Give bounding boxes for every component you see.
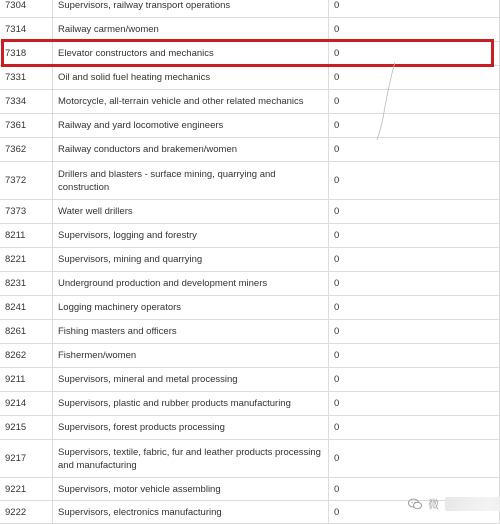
- table-row: [0, 272, 500, 296]
- watermark-blur: [445, 497, 500, 511]
- occupation-code: 9215: [0, 416, 53, 440]
- wechat-icon: [408, 498, 422, 510]
- occupation-title: Supervisors, plastic and rubber products manufacturing: [53, 392, 329, 416]
- occupation-value: 0: [329, 296, 500, 320]
- occupation-code: 8221: [0, 248, 53, 272]
- occupation-title: Supervisors, railway transport operations: [53, 0, 329, 18]
- occupation-value: 0: [329, 66, 500, 90]
- occupation-value: 0: [329, 90, 500, 114]
- occupation-value: 0: [329, 501, 500, 524]
- occupation-code: 9211: [0, 368, 53, 392]
- occupation-code: 7362: [0, 138, 53, 162]
- table-row: [0, 368, 500, 392]
- occupation-title: Supervisors, forest products processing: [53, 416, 329, 440]
- table-row: [0, 320, 500, 344]
- occupation-code: 9214: [0, 392, 53, 416]
- occupation-title: Fishing masters and officers: [53, 320, 329, 344]
- occupation-title: Railway carmen/women: [53, 18, 329, 42]
- occupation-code: 8262: [0, 344, 53, 368]
- watermark: [408, 496, 500, 512]
- occupation-code: 7361: [0, 114, 53, 138]
- occupation-value: 0: [329, 224, 500, 248]
- occupation-code: 8261: [0, 320, 53, 344]
- table-row: [0, 224, 500, 248]
- occupation-title: Logging machinery operators: [53, 296, 329, 320]
- occupation-title: Supervisors, electronics manufacturing: [53, 501, 329, 524]
- occupation-code: 7331: [0, 66, 53, 90]
- occupation-code: 7373: [0, 200, 53, 224]
- table-row: [0, 416, 500, 440]
- occupation-title: Fishermen/women: [53, 344, 329, 368]
- occupation-value: 0: [329, 138, 500, 162]
- occupation-title: Oil and solid fuel heating mechanics: [53, 66, 329, 90]
- occupation-title: Underground production and development miners: [53, 272, 329, 296]
- occupation-title: Railway and yard locomotive engineers: [53, 114, 329, 138]
- table-row-highlighted: [0, 42, 500, 66]
- occupation-value: 0: [329, 392, 500, 416]
- occupation-code: 9221: [0, 478, 53, 501]
- occupation-code: 8231: [0, 272, 53, 296]
- occupation-title: Railway conductors and brakemen/women: [53, 138, 329, 162]
- occupation-value: 0: [329, 344, 500, 368]
- occupation-title: Supervisors, logging and forestry: [53, 224, 329, 248]
- occupation-value: 0: [329, 248, 500, 272]
- occupation-title: Elevator constructors and mechanics: [53, 42, 329, 66]
- occupation-code: 7304: [0, 0, 53, 18]
- occupation-value: 0: [329, 0, 500, 18]
- occupation-value: 0: [329, 320, 500, 344]
- occupation-code: 7372: [0, 162, 53, 200]
- occupation-value: 0: [329, 162, 500, 200]
- occupation-code: 9217: [0, 440, 53, 478]
- table-row: [0, 248, 500, 272]
- occupation-value: 0: [329, 368, 500, 392]
- table-row: [0, 344, 500, 368]
- occupation-value: 0: [329, 42, 500, 66]
- table-row: [0, 392, 500, 416]
- occupation-title: Supervisors, textile, fabric, fur and leather products processing and manufacturing: [53, 440, 329, 478]
- table-row: [0, 296, 500, 320]
- occupation-title: Supervisors, motor vehicle assembling: [53, 478, 329, 501]
- table-row: [0, 138, 500, 162]
- table-row: [0, 90, 500, 114]
- occupation-value: 0: [329, 272, 500, 296]
- occupation-value: 0: [329, 18, 500, 42]
- table-row: [0, 66, 500, 90]
- occupation-code: 9222: [0, 501, 53, 524]
- occupation-code: 7318: [0, 42, 53, 66]
- table-row: [0, 440, 500, 478]
- occupation-title: Motorcycle, all-terrain vehicle and other related mechanics: [53, 90, 329, 114]
- table-row: [0, 200, 500, 224]
- occupation-value: 0: [329, 416, 500, 440]
- occupation-code: 7314: [0, 18, 53, 42]
- watermark-text: 微: [428, 499, 439, 511]
- table-row: [0, 0, 500, 18]
- table-row: [0, 18, 500, 42]
- occupation-value: 0: [329, 200, 500, 224]
- occupation-title: Supervisors, mining and quarrying: [53, 248, 329, 272]
- occupation-title: Water well drillers: [53, 200, 329, 224]
- table-row: [0, 114, 500, 138]
- occupation-title: Supervisors, mineral and metal processing: [53, 368, 329, 392]
- occupation-value: 0: [329, 478, 500, 501]
- table-row: [0, 162, 500, 200]
- occupation-value: 0: [329, 114, 500, 138]
- occupation-code: 7334: [0, 90, 53, 114]
- occupation-code: 8211: [0, 224, 53, 248]
- occupation-code: 8241: [0, 296, 53, 320]
- occupation-value: 0: [329, 440, 500, 478]
- occupation-title: Drillers and blasters - surface mining, quarrying and construction: [53, 162, 329, 200]
